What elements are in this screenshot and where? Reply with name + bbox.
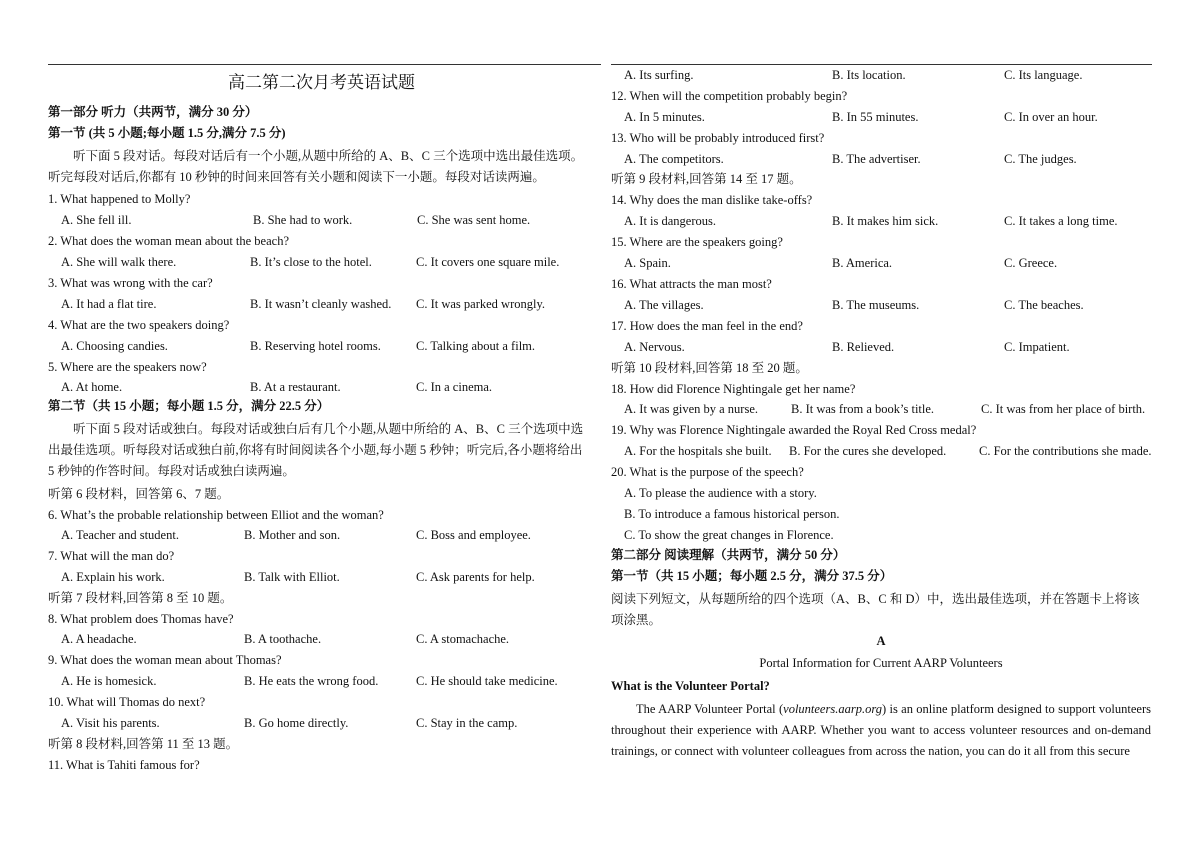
question-1: 1. What happened to Molly? [48,192,191,206]
q14-option-c: C. It takes a long time. [1004,214,1118,228]
q17-option-c: C. Impatient. [1004,340,1070,354]
q5-option-c: C. In a cinema. [416,380,493,394]
q3-option-c: C. It was parked wrongly. [416,297,546,311]
q1-option-c: C. She was sent home. [417,213,531,227]
q3-option-b: B. It wasn’t cleanly washed. [250,297,392,311]
question-20: 20. What is the purpose of the speech? [611,465,804,479]
q13-option-a: A. The competitors. [624,152,724,166]
question-12: 12. When will the competition probably begin? [611,89,848,103]
q15-option-b: B. America. [832,256,893,270]
q20-option-a: A. To please the audience with a story. [624,486,817,500]
material-8-instruction: 听第 8 段材料,回答第 11 至 13 题。 [48,737,239,751]
question-19: 19. Why was Florence Nightingale awarded the Royal Red Cross medal? [611,423,977,437]
q19-option-a: A. For the hospitals she built. [624,444,772,458]
q16-option-b: B. The museums. [832,298,920,312]
passage-text-rest: ) is an online platform designed to support volunteers throughout their experience with AARP. Whether you want to access volunteer resources and on-demand trainings, or connect with volunteer colleagues from across the nation, you can do it all from this secure [611,702,1151,758]
question-5: 5. Where are the speakers now? [48,360,207,374]
q18-option-b: B. It was from a book’s title. [791,402,935,416]
top-rule-left [48,64,601,65]
part1-header: 第一部分 听力（共两节，满分 30 分） [48,105,258,119]
part2-instructions: 阅读下列短文，从每题所给的四个选项（A、B、C 和 D）中，选出最佳选项，并在答题卡上将该项涂黑。 [611,592,1140,627]
q15-option-a: A. Spain. [624,256,671,270]
part2-header: 第二部分 阅读理解（共两节，满分 50 分） [611,548,846,562]
question-11: 11. What is Tahiti famous for? [48,758,200,772]
passage-letter: A [876,634,886,648]
q8-option-c: C. A stomachache. [416,632,510,646]
section1-header: 第一节 (共 5 小题;每小题 1.5 分,满分 7.5 分) [48,126,286,140]
section2-header: 第二节（共 15 小题；每小题 1.5 分，满分 22.5 分） [48,399,330,413]
question-13: 13. Who will be probably introduced first? [611,131,825,145]
q16-option-a: A. The villages. [624,298,704,312]
q7-option-b: B. Talk with Elliot. [244,570,340,584]
q5-option-b: B. At a restaurant. [250,380,341,394]
q17-option-b: B. Relieved. [832,340,895,354]
q13-option-c: C. The judges. [1004,152,1077,166]
q8-option-a: A. A headache. [61,632,137,646]
q7-option-c: C. Ask parents for help. [416,570,535,584]
q10-option-a: A. Visit his parents. [61,716,160,730]
q11-option-b: B. Its location. [832,68,906,82]
q1-option-b: B. She had to work. [253,213,353,227]
question-9: 9. What does the woman mean about Thomas? [48,653,282,667]
question-10: 10. What will Thomas do next? [48,695,206,709]
q16-option-c: C. The beaches. [1004,298,1084,312]
q10-option-b: B. Go home directly. [244,716,349,730]
q2-option-b: B. It’s close to the hotel. [250,255,372,269]
question-16: 16. What attracts the man most? [611,277,772,291]
q5-option-a: A. At home. [61,380,123,394]
material-6-instruction: 听第 6 段材料，回答第 6、7 题。 [48,487,230,501]
q12-option-c: C. In over an hour. [1004,110,1098,124]
q1-option-a: A. She fell ill. [61,213,132,227]
q11-option-a: A. Its surfing. [624,68,694,82]
q7-option-a: A. Explain his work. [61,570,165,584]
question-17: 17. How does the man feel in the end? [611,319,803,333]
q13-option-b: B. The advertiser. [832,152,921,166]
q2-option-a: A. She will walk there. [61,255,177,269]
q20-option-b: B. To introduce a famous historical person. [624,507,840,521]
q18-option-a: A. It was given by a nurse. [624,402,758,416]
q19-option-c: C. For the contributions she made. [979,444,1152,458]
question-2: 2. What does the woman mean about the beach? [48,234,290,248]
passage-paragraph-1 [611,699,1151,762]
question-15: 15. Where are the speakers going? [611,235,783,249]
q14-option-a: A. It is dangerous. [624,214,716,228]
part2-section1-header: 第一节（共 15 小题；每小题 2.5 分，满分 37.5 分） [611,569,893,583]
q8-option-b: B. A toothache. [244,632,322,646]
q4-option-a: A. Choosing candies. [61,339,168,353]
question-4: 4. What are the two speakers doing? [48,318,230,332]
q15-option-c: C. Greece. [1004,256,1058,270]
q14-option-b: B. It makes him sick. [832,214,939,228]
question-18: 18. How did Florence Nightingale get her name? [611,382,856,396]
q6-option-b: B. Mother and son. [244,528,341,542]
material-7-instruction: 听第 7 段材料,回答第 8 至 10 题。 [48,591,233,605]
q19-option-b: B. For the cures she developed. [789,444,947,458]
q9-option-a: A. He is homesick. [61,674,157,688]
q12-option-a: A. In 5 minutes. [624,110,705,124]
top-rule-right [611,64,1152,65]
q9-option-b: B. He eats the wrong food. [244,674,379,688]
question-6: 6. What’s the probable relationship between Elliot and the woman? [48,508,384,522]
question-14: 14. Why does the man dislike take-offs? [611,193,813,207]
q4-option-b: B. Reserving hotel rooms. [250,339,381,353]
section1-instructions: 听下面 5 段对话。每段对话后有一个小题,从题中所给的 A、B、C 三个选项中选出最佳选项。听完每段对话后,你都有 10 秒钟的时间来回答有关小题和阅读下一小题。每段对话读两遍。 [48,149,584,184]
q20-option-c: C. To show the great changes in Florence. [624,528,834,542]
passage-subheading: What is the Volunteer Portal? [611,679,770,693]
q4-option-c: C. Talking about a film. [416,339,536,353]
q11-option-c: C. Its language. [1004,68,1083,82]
passage-title: Portal Information for Current AARP Volunteers [759,656,1003,670]
q6-option-a: A. Teacher and student. [61,528,179,542]
q18-option-c: C. It was from her place of birth. [981,402,1146,416]
q9-option-c: C. He should take medicine. [416,674,558,688]
question-3: 3. What was wrong with the car? [48,276,213,290]
question-8: 8. What problem does Thomas have? [48,612,234,626]
q2-option-c: C. It covers one square mile. [416,255,560,269]
q6-option-c: C. Boss and employee. [416,528,531,542]
q3-option-a: A. It had a flat tire. [61,297,157,311]
page-title: 高二第二次月考英语试题 [228,73,415,92]
passage-text-start: The AARP Volunteer Portal ( [636,702,784,716]
passage-url: volunteers.aarp.org [783,702,882,716]
q10-option-c: C. Stay in the camp. [416,716,518,730]
q17-option-a: A. Nervous. [624,340,685,354]
q12-option-b: B. In 55 minutes. [832,110,919,124]
question-7: 7. What will the man do? [48,549,175,563]
material-9-instruction: 听第 9 段材料,回答第 14 至 17 题。 [611,172,802,186]
material-10-instruction: 听第 10 段材料,回答第 18 至 20 题。 [611,361,808,375]
section2-instructions: 听下面 5 段对话或独白。每段对话或独白后有几个小题,从题中所给的 A、B、C 三个选项中选出最佳选项。听每段对话或独白前,你将有时间阅读各个小题,每小题 5 秒钟；听完后,各小题将给出 5 秒钟的作答时间。每段对话或独白读两遍。 [48,422,584,478]
